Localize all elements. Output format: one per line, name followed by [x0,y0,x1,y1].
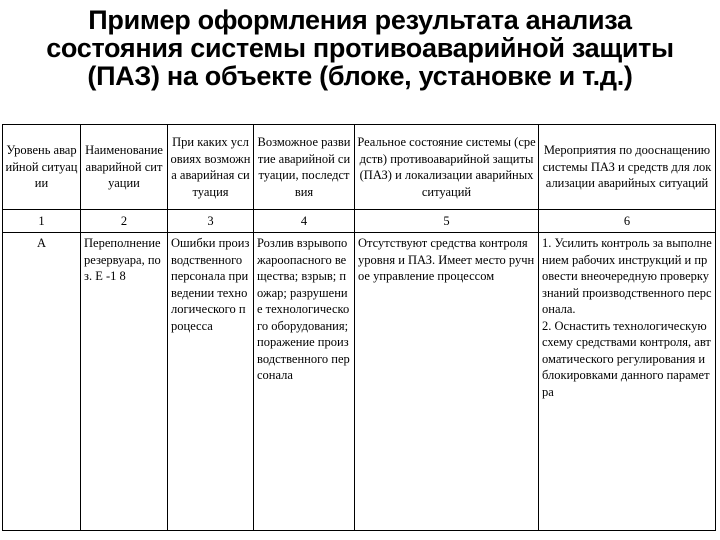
cell-level: А [3,233,81,531]
column-number-row [3,210,716,233]
cell-state: Отсутствуют средства контроля уровня и ПАЗ. Имеет место ручное управление процессом [355,233,539,531]
column-number: 3 [168,210,254,233]
title-line-1: Пример оформления результата анализа [88,5,632,35]
table-header-row [3,125,716,210]
column-number: 1 [3,210,81,233]
header-name: Наименование аварийной ситуации [81,125,168,210]
title-line-2: состояния системы противоаварийной защиты [46,33,674,63]
measure-item-1: 1. Усилить контроль за выполнением рабочих инструкций и провести внеочередную проверку знаний производственного персонала. [542,236,712,316]
paz-analysis-table [2,124,716,531]
header-level: Уровень аварийной ситуации [3,125,81,210]
column-number: 5 [355,210,539,233]
header-measures: Мероприятия по дооснащению системы ПАЗ и средств для локализации аварийных ситуаций [539,125,716,210]
table-row [3,233,716,531]
slide-title [0,6,720,90]
cell-development: Розлив взрывопожароопасного вещества; взрыв; пожар; разрушение технологического оборудования; поражение производственного персонала [254,233,355,531]
column-number: 6 [539,210,716,233]
cell-conditions: Ошибки производственного персонала при ведении технологического процесса [168,233,254,531]
column-number: 2 [81,210,168,233]
cell-measures [539,233,716,531]
column-number: 4 [254,210,355,233]
cell-name: Переполнение резервуара, поз. Е -1 8 [81,233,168,531]
measure-item-2: 2. Оснастить технологическую схему средствами контроля, автоматического регулирования и блокировками данного параметра [542,318,711,399]
header-state: Реальное состояние системы (средств) противоаварийной защиты (ПАЗ) и локализации аварийных ситуаций [355,125,539,210]
header-development: Возможное развитие аварийной ситуации, последствия [254,125,355,210]
header-conditions: При каких условиях возможна аварийная ситуация [168,125,254,210]
title-line-3: (ПАЗ) на объекте (блоке, установке и т.д.) [87,61,633,91]
